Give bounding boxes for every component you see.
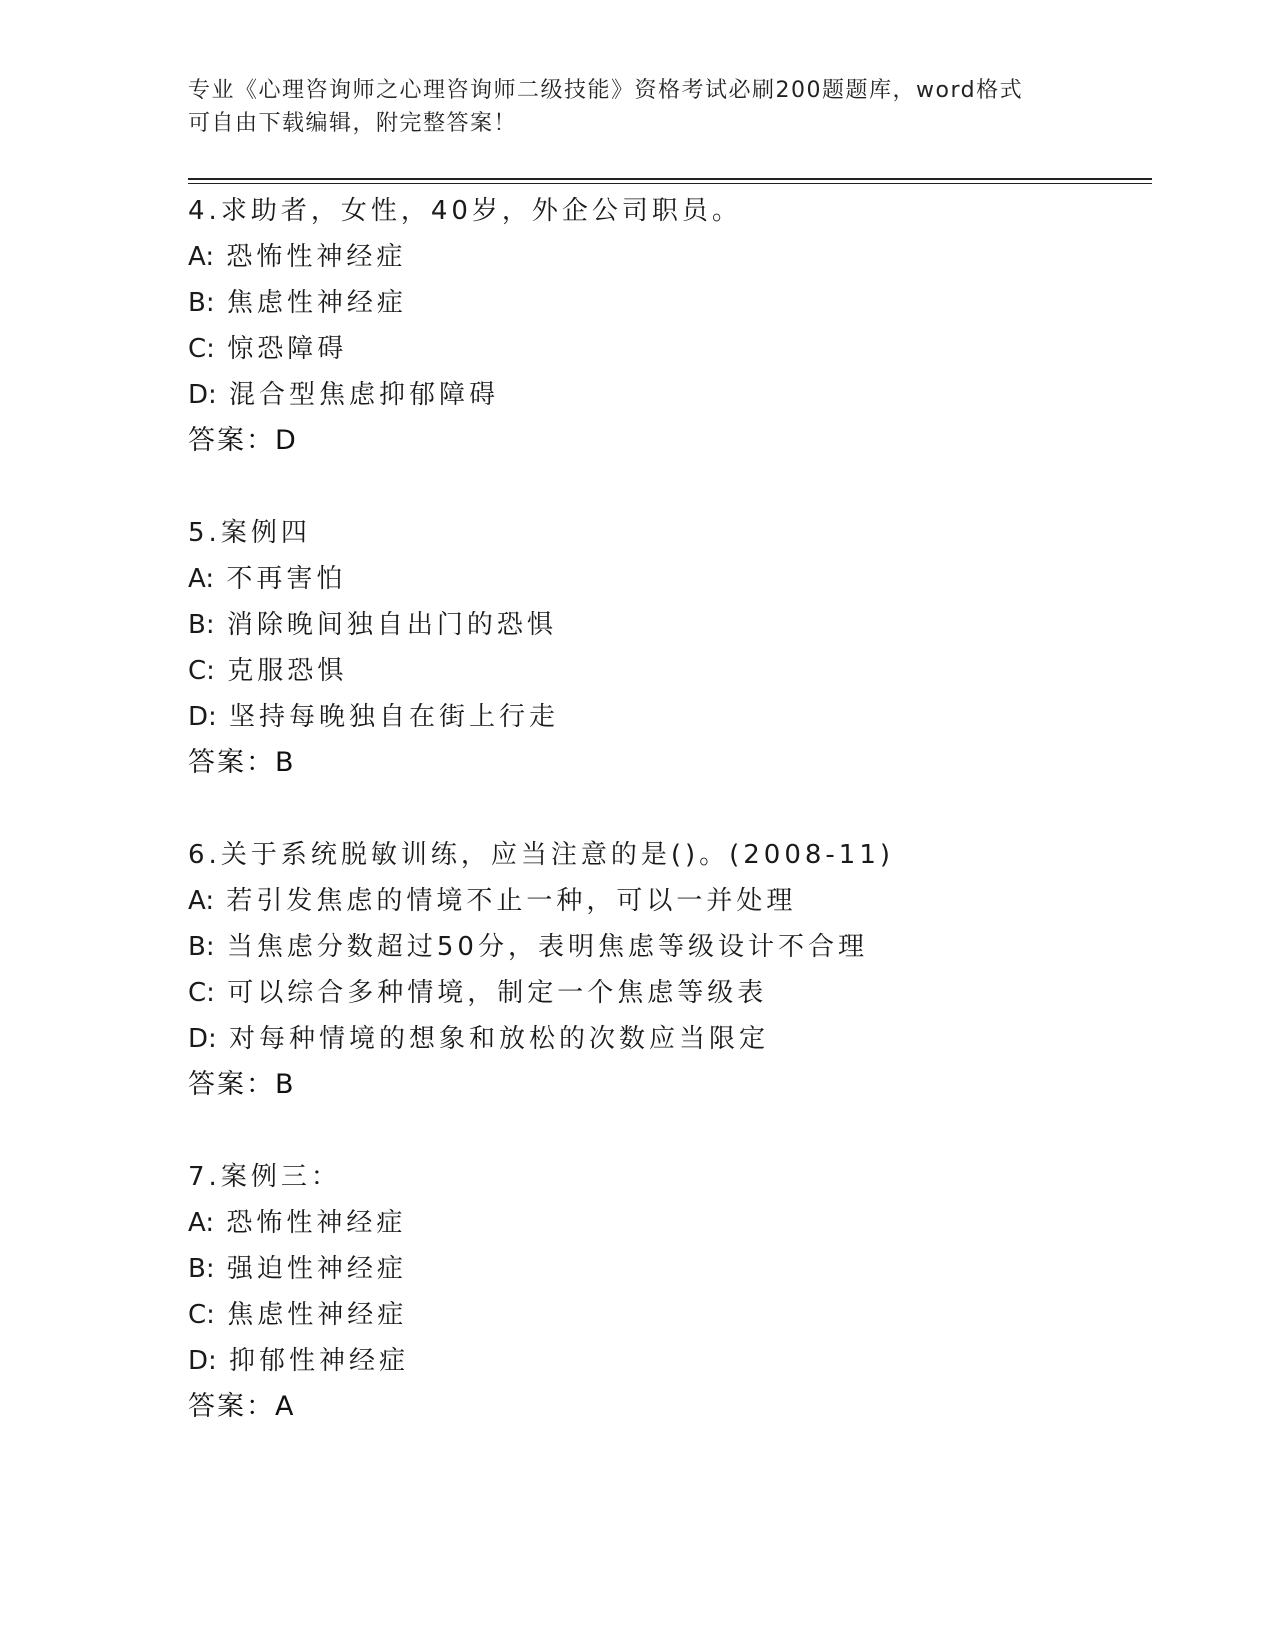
option-row [188,1246,1148,1292]
option-text: 当焦虑分数超过50分，表明焦虑等级设计不合理 [226,932,868,962]
option-text: 对每种情境的想象和放松的次数应当限定 [229,1024,770,1054]
header-line-2: 可自由下载编辑，附完整答案！ [188,111,518,136]
answer-value: B [275,1069,294,1100]
option-letter: C: [188,656,215,686]
answer-line [188,418,1148,464]
option-letter: D: [188,1024,217,1054]
document-header [188,74,1088,140]
question-block [188,510,1148,786]
option-row [188,1292,1148,1338]
option-row [188,648,1148,694]
option-text: 抑郁性神经症 [229,1346,410,1376]
question-text: 案例四 [220,518,311,548]
option-text: 不再害怕 [226,564,347,594]
option-text: 焦虑性神经症 [226,288,407,318]
header-divider-thick [188,178,1152,180]
question-stem [188,188,1148,234]
question-text: 案例三： [220,1162,341,1192]
question-list [188,188,1148,1476]
option-letter: D: [188,380,217,410]
option-text: 恐怖性神经症 [226,242,407,272]
option-row [188,970,1148,1016]
question-text: 关于系统脱敏训练，应当注意的是()。(2008-11) [220,840,895,870]
question-number: 6. [188,840,221,870]
option-text: 可以综合多种情境，制定一个焦虑等级表 [227,978,768,1008]
question-block [188,188,1148,464]
option-row [188,556,1148,602]
option-letter: D: [188,702,217,732]
question-text: 求助者，女性，40岁，外企公司职员。 [220,196,742,226]
question-block [188,1154,1148,1430]
answer-label: 答案： [188,425,275,456]
option-text: 坚持每晚独自在街上行走 [229,702,560,732]
option-letter: B: [188,288,215,318]
option-text: 强迫性神经症 [226,1254,407,1284]
option-text: 焦虑性神经症 [227,1300,408,1330]
option-letter: A: [188,886,215,916]
question-stem [188,832,1148,878]
option-text: 恐怖性神经症 [226,1208,407,1238]
question-number: 5. [188,518,221,548]
option-text: 克服恐惧 [227,656,348,686]
header-line-1: 专业《心理咨询师之心理咨询师二级技能》资格考试必刷200题题库，word格式 [188,78,1024,103]
answer-label: 答案： [188,1391,275,1422]
option-letter: A: [188,564,215,594]
option-row [188,326,1148,372]
option-row [188,1200,1148,1246]
answer-value: B [275,747,294,778]
option-letter: C: [188,978,215,1008]
answer-line [188,1384,1148,1430]
question-number: 7. [188,1162,221,1192]
header-divider-thin [188,183,1152,184]
option-row [188,280,1148,326]
option-text: 惊恐障碍 [227,334,348,364]
option-letter: B: [188,1254,215,1284]
answer-label: 答案： [188,747,275,778]
question-block [188,832,1148,1108]
option-row [188,924,1148,970]
option-row [188,234,1148,280]
option-text: 消除晚间独自出门的恐惧 [226,610,557,640]
answer-line [188,740,1148,786]
option-letter: A: [188,242,215,272]
question-number: 4. [188,196,221,226]
option-letter: A: [188,1208,215,1238]
option-row [188,878,1148,924]
option-text: 混合型焦虑抑郁障碍 [229,380,500,410]
option-letter: B: [188,932,215,962]
question-stem [188,1154,1148,1200]
answer-line [188,1062,1148,1108]
option-row [188,694,1148,740]
option-letter: B: [188,610,215,640]
option-text: 若引发焦虑的情境不止一种，可以一并处理 [226,886,797,916]
option-row [188,1016,1148,1062]
option-row [188,602,1148,648]
option-row [188,1338,1148,1384]
answer-value: A [275,1391,294,1422]
option-letter: D: [188,1346,217,1376]
option-letter: C: [188,334,215,364]
option-row [188,372,1148,418]
question-stem [188,510,1148,556]
answer-value: D [275,425,296,456]
option-letter: C: [188,1300,215,1330]
answer-label: 答案： [188,1069,275,1100]
